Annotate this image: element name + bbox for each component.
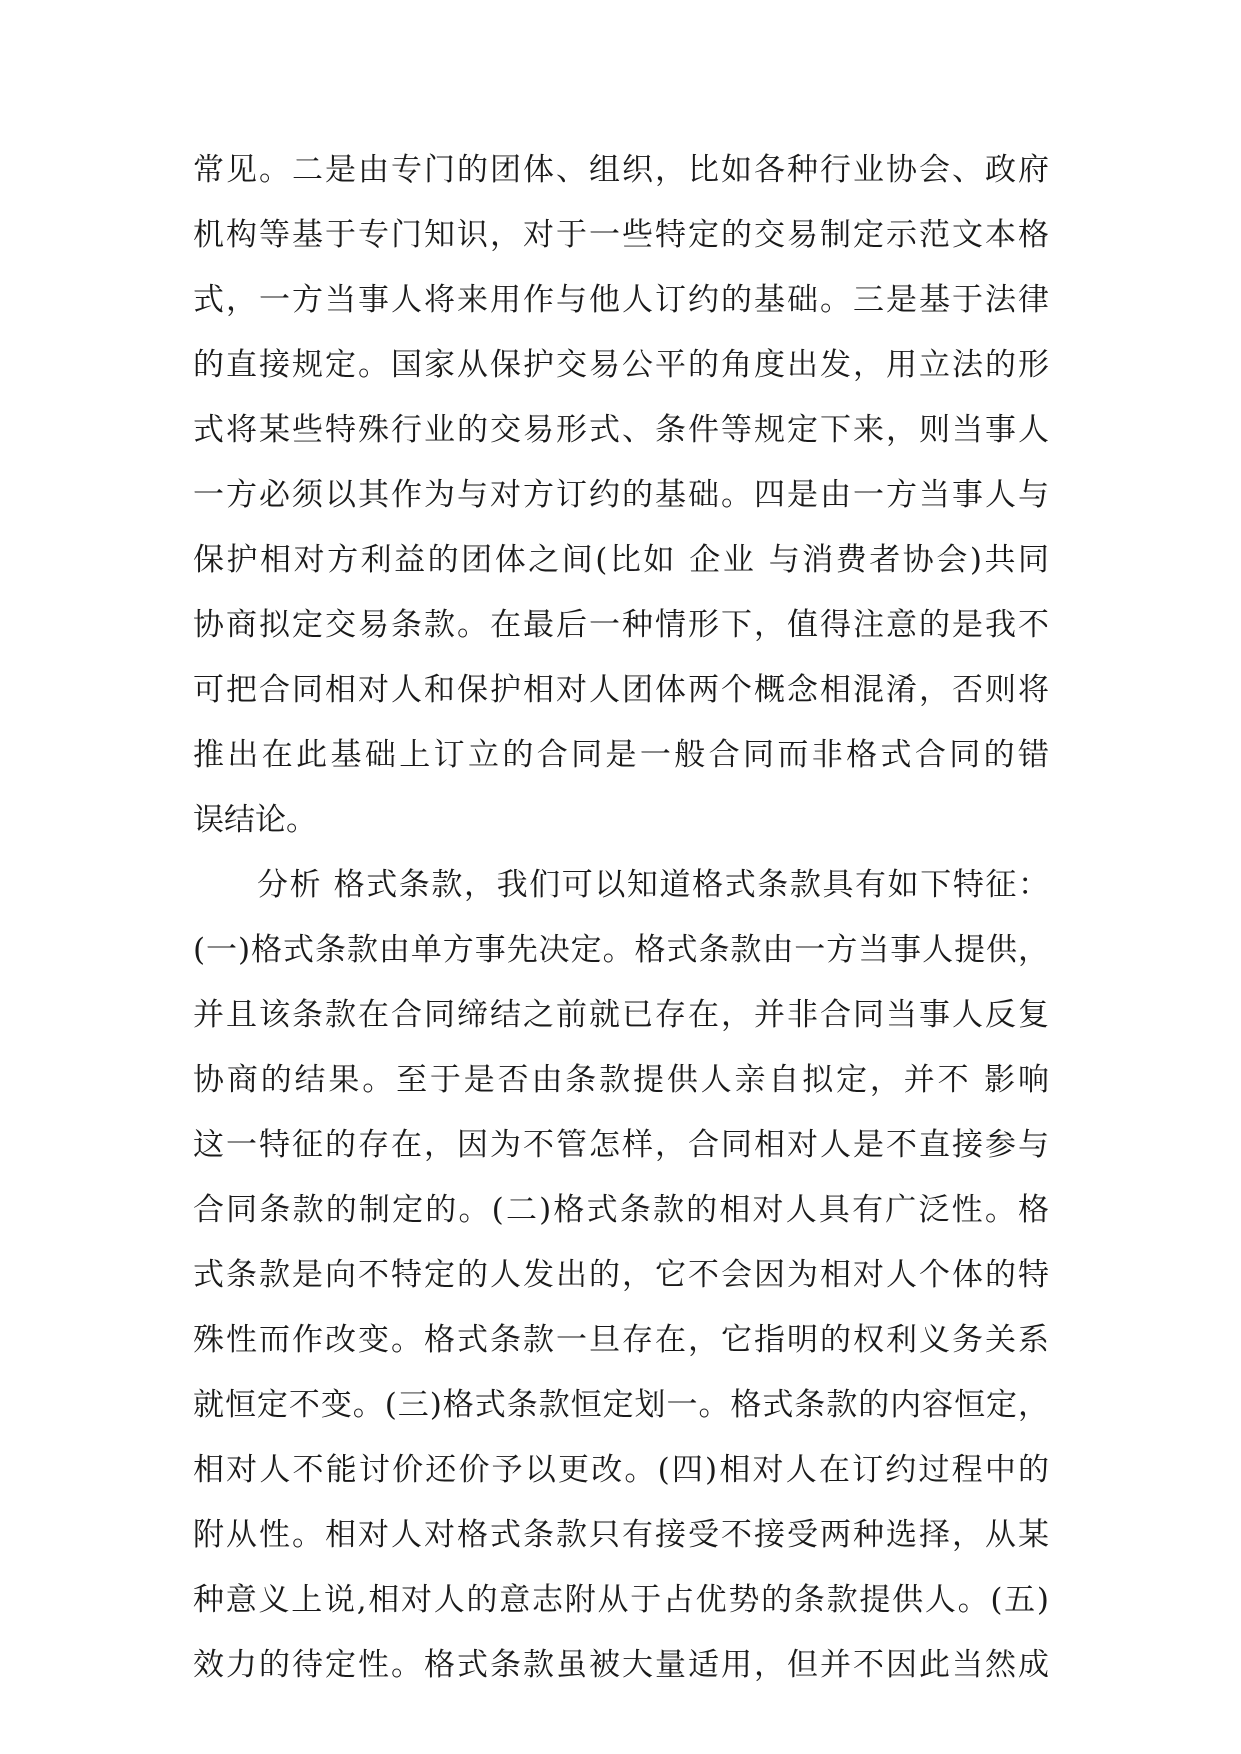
text-line: 合同条款的制定的。(二)格式条款的相对人具有广泛性。格: [193, 1192, 1049, 1228]
text-line: 机构等基于专门知识，对于一些特定的交易制定示范文本格: [193, 217, 1049, 253]
text-line: 效力的待定性。格式条款虽被大量适用，但并不因此当然成: [193, 1647, 1049, 1683]
document-page: [193, 138, 1049, 1698]
text-line: 分析 格式条款，我们可以知道格式条款具有如下特征：: [257, 867, 1049, 903]
text-line: 推出在此基础上订立的合同是一般合同而非格式合同的错: [193, 737, 1049, 773]
text-line: 种意义上说,相对人的意志附从于占优势的条款提供人。(五): [193, 1582, 1049, 1618]
text-line: 就恒定不变。(三)格式条款恒定划一。格式条款的内容恒定，: [193, 1387, 1049, 1423]
text-line: 式将某些特殊行业的交易形式、条件等规定下来，则当事人: [193, 412, 1049, 448]
text-line: 的直接规定。国家从保护交易公平的角度出发，用立法的形: [193, 347, 1049, 383]
text-line: 附从性。相对人对格式条款只有接受不接受两种选择，从某: [193, 1517, 1049, 1553]
text-line: 常见。二是由专门的团体、组织，比如各种行业协会、政府: [193, 152, 1049, 188]
text-line: 一方必须以其作为与对方订约的基础。四是由一方当事人与: [193, 477, 1049, 513]
text-line: 殊性而作改变。格式条款一旦存在，它指明的权利义务关系: [193, 1322, 1049, 1358]
text-line: 协商的结果。至于是否由条款提供人亲自拟定，并不 影响: [193, 1062, 1049, 1098]
paragraph-1: [193, 138, 1049, 853]
text-line: 可把合同相对人和保护相对人团体两个概念相混淆，否则将: [193, 672, 1049, 708]
text-line: 式，一方当事人将来用作与他人订约的基础。三是基于法律: [193, 282, 1049, 318]
paragraph-2: [193, 853, 1049, 1698]
text-line: 误结论。: [193, 802, 317, 838]
text-line: 式条款是向不特定的人发出的，它不会因为相对人个体的特: [193, 1257, 1049, 1293]
text-line: 协商拟定交易条款。在最后一种情形下，值得注意的是我不: [193, 607, 1049, 643]
text-line: 保护相对方利益的团体之间(比如 企业 与消费者协会)共同: [193, 542, 1049, 578]
text-line: 这一特征的存在，因为不管怎样，合同相对人是不直接参与: [193, 1127, 1049, 1163]
text-line: 相对人不能讨价还价予以更改。(四)相对人在订约过程中的: [193, 1452, 1049, 1488]
text-line: 并且该条款在合同缔结之前就已存在，并非合同当事人反复: [193, 997, 1049, 1033]
text-line: (一)格式条款由单方事先决定。格式条款由一方当事人提供，: [193, 932, 1049, 968]
